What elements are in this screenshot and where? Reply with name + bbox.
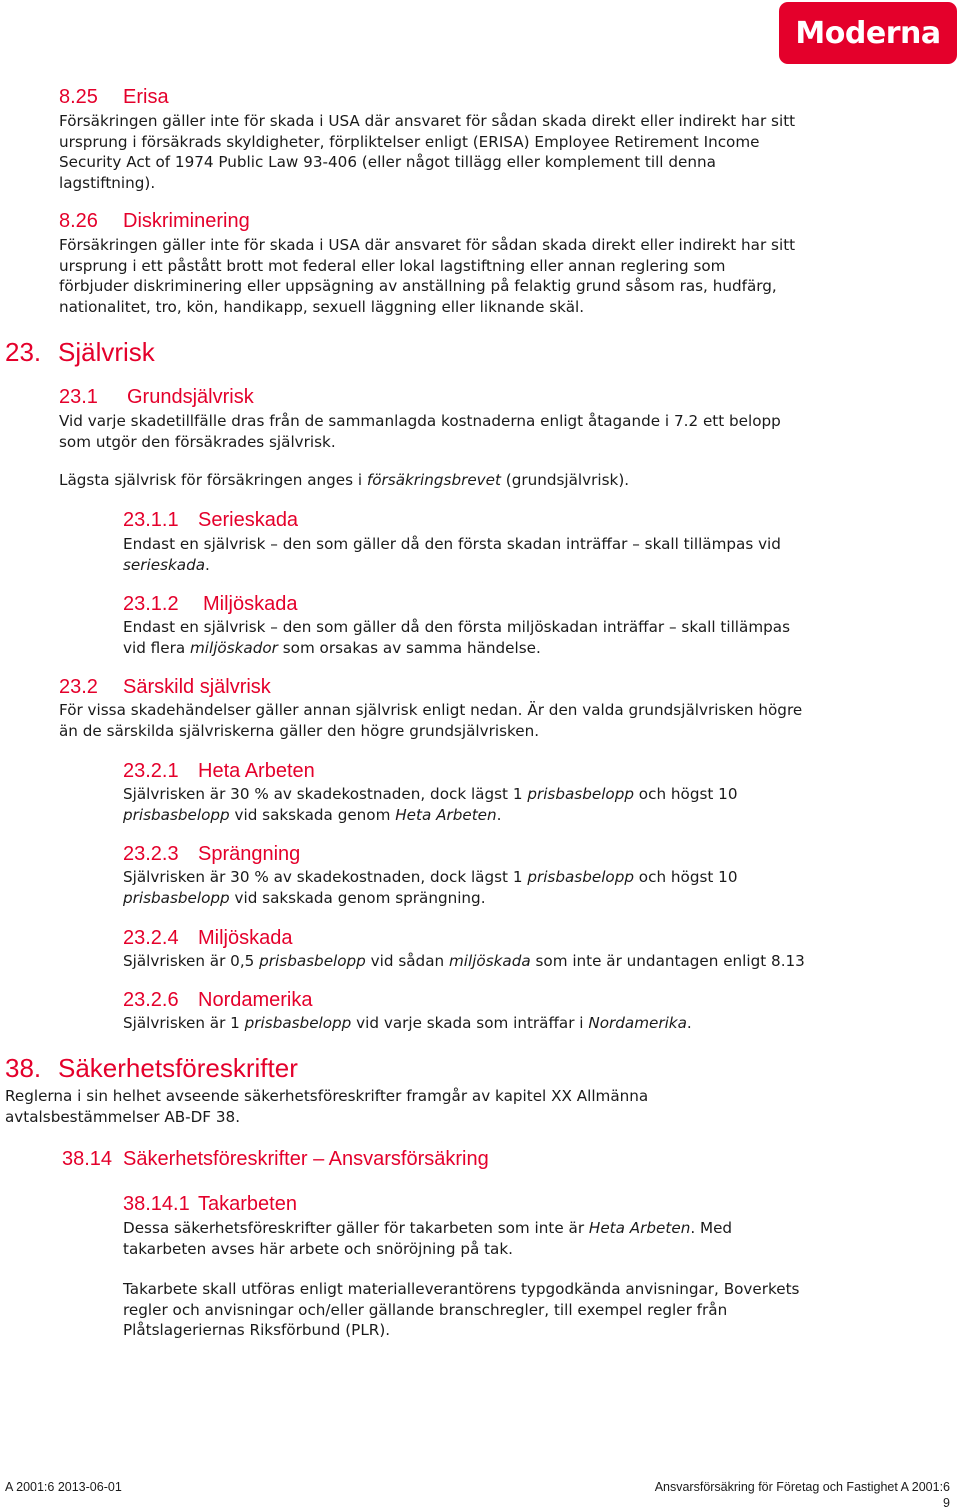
heading-23 [5, 337, 155, 368]
paragraph-23-2-6 [123, 1013, 692, 1034]
section-title: Säkerhetsföreskrifter – Ansvarsförsäkring [123, 1148, 489, 1170]
heading-23-1-1 [123, 509, 298, 532]
text-line: Security Act of 1974 Public Law 93-406 (eller något tillägg eller komplement till denna [59, 153, 716, 172]
section-title: Erisa [123, 86, 169, 108]
paragraph-8-25 [59, 111, 795, 193]
text-line: prisbasbelopp vid sakskada genom sprängning. [123, 888, 486, 907]
paragraph-23-2-4 [123, 951, 805, 972]
text-line: Självrisken är 30 % av skadekostnaden, dock lägst 1 prisbasbelopp och högst 10 [123, 785, 738, 803]
text-line: regler och anvisningar och/eller gällande branschregler, till exempel regler från [123, 1300, 728, 1319]
text-line: Endast en självrisk – den som gäller då den första miljöskadan inträffar – skall tillämpas [123, 618, 790, 636]
paragraph-38 [5, 1086, 648, 1127]
section-title: Miljöskada [203, 593, 298, 615]
text-line: Plåtslageriernas Riksförbund (PLR). [123, 1321, 391, 1340]
text-line: förbjuder diskriminering eller uppsägning av anställning på felaktig grund såsom ras, hudfärg, [59, 277, 777, 296]
text-line: ursprung i ett påstått brott mot federal eller lokal lagstiftning eller annan reglering som [59, 256, 726, 275]
section-number: 23.1.2 [123, 593, 179, 615]
heading-23-1 [59, 386, 254, 409]
text-line: serieskada. [123, 555, 210, 574]
text-line: Endast en självrisk – den som gäller då den första skadan inträffar – skall tillämpas vid [123, 535, 781, 553]
section-title: Heta Arbeten [198, 760, 315, 782]
section-title: Nordamerika [198, 989, 313, 1011]
section-number: 23.1 [59, 386, 98, 408]
text-line: prisbasbelopp vid sakskada genom Heta Arbeten. [123, 805, 502, 824]
section-title: Diskriminering [123, 210, 250, 232]
paragraph-23-1-lowest [59, 470, 629, 491]
text-line: än de särskilda självriskerna gäller den högre grundsjälvrisken. [59, 721, 540, 740]
footer-right: Ansvarsförsäkring för Företag och Fastighet A 2001:6 [654, 1480, 950, 1494]
text-line: vid flera miljöskador som orsakas av samma händelse. [123, 638, 541, 657]
section-number: 8.25 [59, 86, 98, 108]
text-line: Försäkringen gäller inte för skada i USA där ansvaret för sådan skada direkt eller indirekt har sitt [59, 236, 796, 254]
paragraph-23-2 [59, 700, 802, 741]
section-number: 23.1.1 [123, 509, 179, 531]
footer-left: A 2001:6 2013-06-01 [5, 1480, 122, 1494]
text-line: takarbeten avses här arbete och snöröjning på tak. [123, 1239, 513, 1258]
heading-38 [5, 1053, 298, 1084]
logo-text: Moderna [795, 15, 941, 51]
moderna-logo [779, 2, 957, 64]
section-title: Självrisk [58, 337, 155, 367]
text-line: Dessa säkerhetsföreskrifter gäller för takarbeten som inte är Heta Arbeten. Med [123, 1219, 733, 1237]
section-number: 23.2.6 [123, 989, 179, 1011]
page-number: 9 [943, 1496, 950, 1510]
text-line: lagstiftning). [59, 173, 156, 192]
section-number: 8.26 [59, 210, 98, 232]
heading-8-25 [59, 86, 169, 109]
section-title: Grundsjälvrisk [127, 386, 254, 408]
text-line: som utgör den försäkrades självrisk. [59, 432, 336, 451]
text-line: Självrisken är 1 prisbasbelopp vid varje skada som inträffar i Nordamerika. [123, 1014, 692, 1032]
paragraph-23-2-1 [123, 784, 738, 825]
section-number: 23.2.4 [123, 927, 179, 949]
section-title: Takarbeten [198, 1193, 297, 1215]
section-title: Serieskada [198, 509, 299, 531]
section-number: 23. [5, 337, 42, 367]
section-number: 23.2 [59, 676, 98, 698]
section-number: 23.2.3 [123, 843, 179, 865]
text-line: Reglerna i sin helhet avseende säkerhetsföreskrifter framgår av kapitel XX Allmänna [5, 1087, 649, 1105]
heading-38-14-1 [123, 1193, 297, 1216]
section-title: Sprängning [198, 843, 301, 865]
heading-23-2-6 [123, 989, 312, 1012]
text-line: Självrisken är 0,5 prisbasbelopp vid sådan miljöskada som inte är undantagen enligt 8.13 [123, 952, 805, 970]
heading-8-26 [59, 210, 250, 233]
heading-23-2-1 [123, 760, 315, 783]
heading-23-2 [59, 676, 271, 699]
heading-38-14 [62, 1148, 489, 1171]
text-line: Vid varje skadetillfälle dras från de sammanlagda kostnaderna enligt åtagande i 7.2 ett belopp [59, 412, 781, 430]
heading-23-1-2 [123, 593, 297, 616]
paragraph-8-26 [59, 235, 795, 317]
paragraph-38-14-1 [123, 1218, 732, 1259]
section-title: Säkerhetsföreskrifter [58, 1053, 298, 1083]
section-number: 38.14.1 [123, 1193, 190, 1215]
section-number: 38. [5, 1053, 42, 1083]
text-line: För vissa skadehändelser gäller annan självrisk enligt nedan. Är den valda grundsjälvrisken högre [59, 701, 803, 719]
text-line: Takarbete skall utföras enligt materialleverantörens typgodkända anvisningar, Boverkets [123, 1280, 800, 1298]
text-line: Lägsta självrisk för försäkringen anges i försäkringsbrevet (grundsjälvrisk). [59, 471, 630, 489]
paragraph-23-2-3 [123, 867, 738, 908]
heading-23-2-4 [123, 927, 292, 950]
section-title: Särskild självrisk [123, 676, 271, 698]
paragraph-23-1 [59, 411, 781, 452]
paragraph-23-1-1 [123, 534, 781, 575]
paragraph-38-14-1-takarbete [123, 1279, 799, 1341]
paragraph-23-1-2 [123, 617, 790, 658]
section-title: Miljöskada [198, 927, 293, 949]
section-number: 23.2.1 [123, 760, 179, 782]
heading-23-2-3 [123, 843, 300, 866]
section-number: 38.14 [62, 1148, 113, 1170]
text-line: Självrisken är 30 % av skadekostnaden, dock lägst 1 prisbasbelopp och högst 10 [123, 868, 738, 886]
text-line: ursprung i försäkrads skyldigheter, förpliktelser enligt (ERISA) Employee Retirement Income [59, 132, 760, 151]
text-line: avtalsbestämmelser AB-DF 38. [5, 1107, 241, 1126]
text-line: nationalitet, tro, kön, handikapp, sexuell läggning eller liknande skäl. [59, 297, 585, 316]
text-line: Försäkringen gäller inte för skada i USA där ansvaret för sådan skada direkt eller indirekt har sitt [59, 112, 796, 130]
